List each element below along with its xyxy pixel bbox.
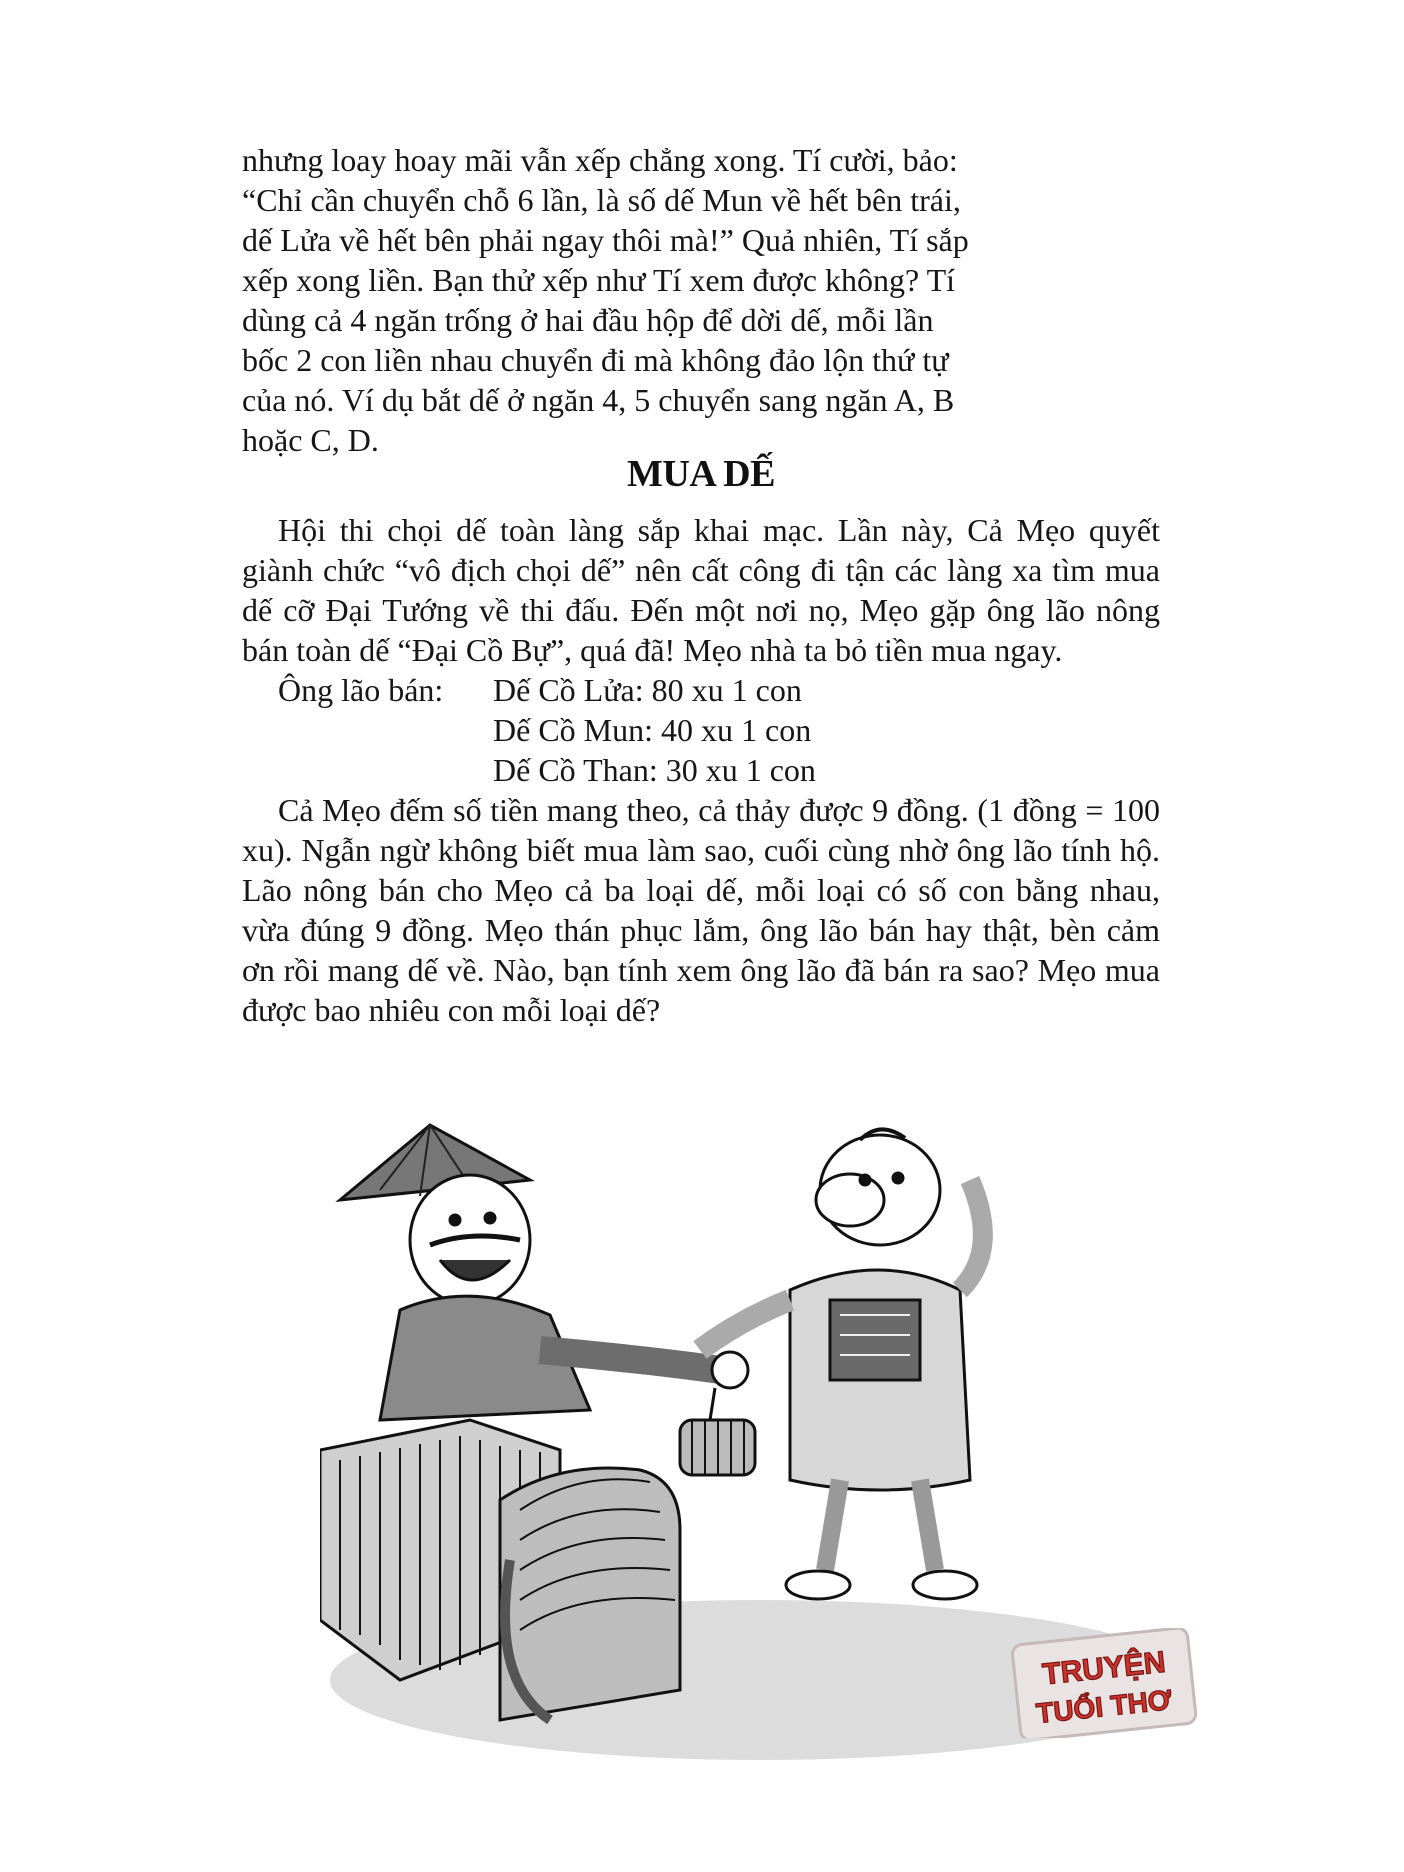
intro-line: xếp xong liền. Bạn thử xếp như Tí xem được không? Tí <box>242 262 955 298</box>
price-list <box>242 670 1160 790</box>
price-row <box>242 750 1160 790</box>
price-lead: Ông lão bán: <box>278 672 444 708</box>
paragraph-1: Hội thi chọi dế toàn làng sắp khai mạc. Lần này, Cả Mẹo quyết giành chức “vô địch chọi dế” nên cất công đi tận các làng xa tìm mua dế cỡ Đại Tướng về thi đấu. Đến một nơi nọ, Mẹo gặp ông lão nông bán toàn dế “Đại Cồ Bự”, quá đã! Mẹo nhà ta bỏ tiền mua ngay. <box>242 512 1160 668</box>
farmer-figure <box>340 1125 748 1420</box>
logo-text: TUỔI THƠ <box>1034 1684 1174 1730</box>
intro-line: bốc 2 con liền nhau chuyển đi mà không đảo lộn thứ tự <box>242 342 949 378</box>
intro-line: “Chỉ cần chuyển chỗ 6 lần, là số dế Mun về hết bên trái, <box>242 182 961 218</box>
intro-line: hoặc C, D. <box>242 422 379 458</box>
publisher-logo <box>1010 1628 1200 1738</box>
logo-text: TRUYỆN <box>1040 1645 1168 1692</box>
price-item: Dế Cồ Mun: 40 xu 1 con <box>493 712 812 748</box>
price-row <box>242 670 1160 710</box>
intro-line: dùng cả 4 ngăn trống ở hai đầu hộp để dời dế, mỗi lần <box>242 302 934 338</box>
intro-line: của nó. Ví dụ bắt dế ở ngăn 4, 5 chuyển sang ngăn A, B <box>242 382 955 418</box>
cricket-cage <box>680 1388 755 1475</box>
intro-passage <box>242 140 1160 460</box>
price-item: Dế Cồ Than: 30 xu 1 con <box>493 752 816 788</box>
intro-line: dế Lửa về hết bên phải ngay thôi mà!” Quả nhiên, Tí sắp <box>242 222 969 258</box>
story-body <box>242 510 1160 1030</box>
story-title: MUA DẾ <box>627 453 775 495</box>
price-item: Dế Cồ Lửa: 80 xu 1 con <box>493 672 802 708</box>
paragraph-2: Cả Mẹo đếm số tiền mang theo, cả thảy được 9 đồng. (1 đồng = 100 xu). Ngẫn ngừ không biết mua làm sao, cuối cùng nhờ ông lão tính hộ. Lão nông bán cho Mẹo cả ba loại dế, mỗi loại có số con bằng nhau, vừa đúng 9 đồng. Mẹo thán phục lắm, ông lão bán hay thật, bèn cảm ơn rồi mang dế về. Nào, bạn tính xem ông lão đã bán ra sao? Mẹo mua được bao nhiêu con mỗi loại dế? <box>242 792 1160 1028</box>
price-row <box>242 710 1160 750</box>
intro-line: nhưng loay hoay mãi vẫn xếp chẳng xong. Tí cười, bảo: <box>242 142 958 178</box>
